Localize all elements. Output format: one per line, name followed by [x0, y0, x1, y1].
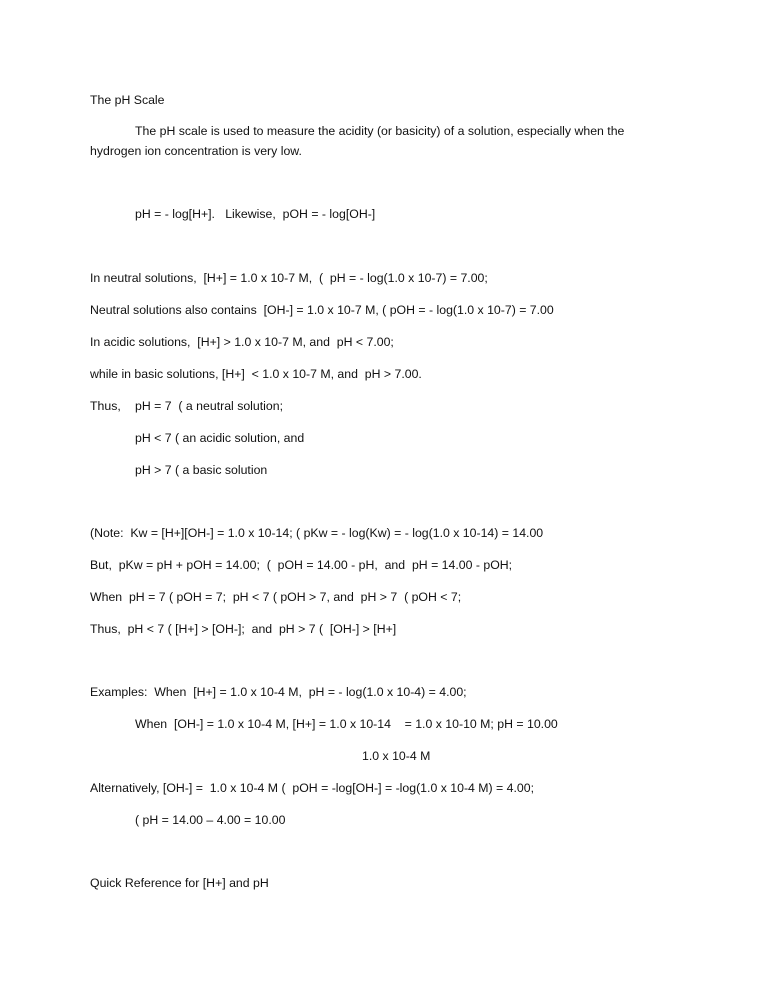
example-line-3: Alternatively, [OH-] = 1.0 x 10-4 M ( pOH = -log[OH-] = -log(1.0 x 10-4 M) = 4.00;	[90, 781, 534, 795]
example-denominator: 1.0 x 10-4 M	[362, 749, 431, 763]
document-title: The pH Scale	[90, 93, 165, 107]
basic-line: while in basic solutions, [H+] < 1.0 x 10-7 M, and pH > 7.00.	[90, 367, 422, 381]
thus-basic: pH > 7 ( a basic solution	[135, 463, 268, 477]
intro-paragraph-line-1: The pH scale is used to measure the acidity (or basicity) of a solution, especially when the	[135, 124, 625, 138]
example-line-1: Examples: When [H+] = 1.0 x 10-4 M, pH = - log(1.0 x 10-4) = 4.00;	[90, 685, 467, 699]
neutral-h-line: In neutral solutions, [H+] = 1.0 x 10-7 M, ( pH = - log(1.0 x 10-7) = 7.00;	[90, 271, 488, 285]
note-line-4: Thus, pH < 7 ( [H+] > [OH-]; and pH > 7 ( [OH-] > [H+]	[90, 622, 397, 636]
note-line-3: When pH = 7 ( pOH = 7; pH < 7 ( pOH > 7, and pH > 7 ( pOH < 7;	[90, 590, 462, 604]
ph-definition: pH = - log[H+]. Likewise, pOH = - log[OH-]	[135, 207, 376, 221]
note-line-1: (Note: Kw = [H+][OH-] = 1.0 x 10-14; ( pKw = - log(Kw) = - log(1.0 x 10-14) = 14.00	[90, 526, 544, 540]
example-line-2: When [OH-] = 1.0 x 10-4 M, [H+] = 1.0 x 10-14 = 1.0 x 10-10 M; pH = 10.00	[135, 717, 558, 731]
thus-acidic: pH < 7 ( an acidic solution, and	[135, 431, 305, 445]
note-line-2: But, pKw = pH + pOH = 14.00; ( pOH = 14.00 - pH, and pH = 14.00 - pOH;	[90, 558, 513, 572]
thus-label: Thus,	[90, 399, 121, 413]
example-line-4: ( pH = 14.00 – 4.00 = 10.00	[135, 813, 286, 827]
intro-paragraph-line-2: hydrogen ion concentration is very low.	[90, 144, 302, 158]
neutral-oh-line: Neutral solutions also contains [OH-] = 1.0 x 10-7 M, ( pOH = - log(1.0 x 10-7) = 7.00	[90, 303, 554, 317]
quick-reference-heading: Quick Reference for [H+] and pH	[90, 876, 269, 890]
thus-neutral: pH = 7 ( a neutral solution;	[135, 399, 283, 413]
acidic-line: In acidic solutions, [H+] > 1.0 x 10-7 M, and pH < 7.00;	[90, 335, 394, 349]
